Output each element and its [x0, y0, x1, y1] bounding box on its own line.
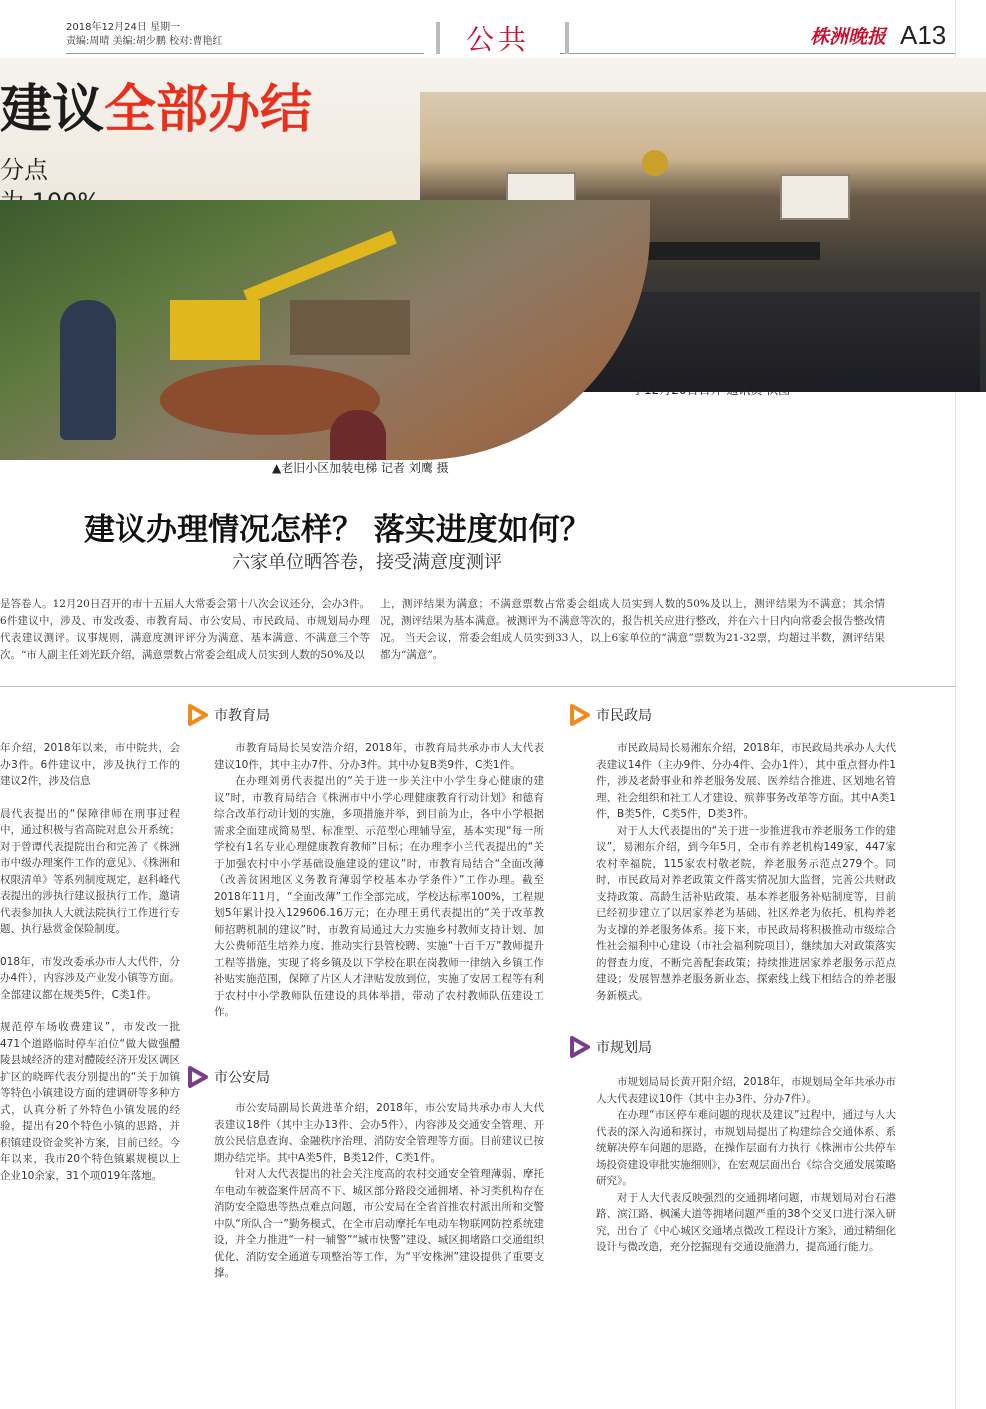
section-label-public-security: 市公安局	[214, 1070, 270, 1086]
masthead-rule-left	[66, 53, 424, 54]
article-title: 建议办理情况怎样？ 落实进度如何？	[84, 512, 591, 548]
headline-black: 建议	[0, 79, 105, 140]
construction-photo	[0, 200, 650, 460]
play-arrow-icon	[568, 704, 590, 726]
headline-red: 全部办结	[104, 79, 313, 140]
section-label-civil-affairs: 市民政局	[596, 708, 652, 724]
headline	[0, 80, 312, 140]
paper-logo: 株洲晚报	[810, 26, 887, 48]
meeting-caption	[632, 366, 821, 398]
lead-left: 是答卷人。12月20日召开的市十五届人大常委会第十八次会议还分，会办3件。6件建议中，涉及、市发改委、市教育局、市公安局、市民政局、市规划局办理代表建议测评。议事规则，满意度测评评分为满意、基本满意、不满意三个等次。“市人副主任刘光跃介绍，满意票数占常委会组成人员实到人数的50%及以	[0, 598, 370, 661]
public-security-body	[214, 1100, 544, 1310]
play-arrow-icon	[186, 704, 208, 726]
worker-right	[330, 410, 386, 460]
play-arrow-icon	[186, 1066, 208, 1088]
article-subtitle: 六家单位晒答卷，接受满意度测评	[232, 552, 502, 573]
civil-affairs-body	[596, 740, 896, 1022]
headline-sub-1: 分点	[0, 156, 48, 184]
section-head-planning	[568, 1036, 652, 1058]
masthead-date: 2018年12月24日 星期一	[66, 22, 181, 33]
public-security-para-2: 针对人大代表提出的社会关注度高的农村交通安全管理薄弱、摩托车电动车被盗案件居高不下、城区部分路段交通拥堵、补习类机构存在消防安全隐患等热点难点问题，市公安局在全省首推农村派出所和交警中队“所队合一”勤务模式，在全市启动摩托车电动车物联网防控系统建设，并全力推进“一村一辅警”“城市快警”建设、城区拥堵路口交通组织优化、消防安全通道专项整治等工作，为“平安株洲”建设提供了重要支撑。	[214, 1168, 544, 1279]
planning-body	[596, 1074, 896, 1264]
public-security-para-1: 市公安局副局长黄进革介绍，2018年，市公安局共承办市人大代表建议18件（其中主办13件、会办5件），内容涉及交通安全管理、开放公民信息查询、金融秩序治理、消防安全管理等方面。目前建议已按期办结完毕。其中A类5件，B类12件，C类1件。	[214, 1102, 544, 1164]
play-arrow-icon	[568, 1036, 590, 1058]
section-name: 公共	[466, 23, 531, 56]
page-number: A13	[900, 20, 947, 50]
digger-body	[170, 300, 260, 360]
education-para-2: 在办理刘勇代表提出的“关于进一步关注中小学生身心健康的建议”时，市教育局结合《株洲市中小学心理健康教育行动计划》和德育综合改革行动计划的实施，多项措施并举，到目前为止，各中小学根据需求全面建成简易型、标准型、示范型心理辅导室，基本实现“每一所学校有1名专业心理健康教育教师”目标；在办理李小兰代表提出的“关于加强农村中小学基础设施建设的建议”时，市教育局结合“全面改薄（改善贫困地区义务教育薄弱学校基本办学条件）”工作办理。截至2018年11月，“全面改薄”工作全部完成，学校达标率100%，工程规划5年累计投入129606.16万元；在办理王勇代表提出的“关于改革教师招聘机制的建议”时，市教育局通过大力实施乡村教师支持计划、加大公费师范生培养力度、推动实行县管校聘、实施“十百千万”教师提升工程等措施，实现了将乡镇及以下学校在职在岗教师一律纳入乡镇工作补贴实施范围，保障了片区人才津贴发放到位，实施了安居工程等有利于农村中小学教师队伍建设的具体举措，带动了农村教师队伍建设工作。	[214, 775, 544, 1018]
section-head-education	[186, 704, 270, 726]
left-col-para-4: 规范停车场收费建议”，市发改一批471个道路临时停车泊位“做大做强醴陵县域经济的建对醴陵经济开发区调区扩区的晓晖代表分别提出的“关于加镇等特色小镇建设方面的建调研等多种方式，认真分析了外特色小镇发展的经验，提出有20个特色小镇的思路，并积镇建设资金奖补方案，目前已经。今年以来，我市20个特色镇累规模以上企业10余家，31个项019年落地。	[0, 1021, 180, 1182]
planning-para-1: 市规划局局长黄开阳介绍，2018年，市规划局全年共承办市人大代表建议10件（其中主办3件、分办7件）。	[596, 1076, 896, 1105]
civil-affairs-para-1: 市民政局局长易湘东介绍，2018年，市民政局共承办人大代表建议14件（主办9件、分办4件、会办1件），其中重点督办件1件，涉及老龄事业和养老服务发展、医养结合推进、区划地名管理、社会组织和社工人才建设、殡葬事务改革等方面。其中A类1件，B类5件，C类5件，D类3件。	[596, 742, 896, 820]
article-divider	[0, 686, 955, 687]
left-column	[0, 740, 180, 1300]
section-head-civil-affairs	[568, 704, 652, 726]
planning-para-2: 在办理“市区停车难问题的现状及建议”过程中，通过与人大代表的深入沟通和探讨，市规划局提出了构建综合交通体系、系统解决停车问题的思路，在操作层面有力执行《株洲市公共停车场投资建设审批实施细则》，在宏观层面出台《综合交通发展策略研究》。	[596, 1109, 896, 1187]
meeting-caption-line1: ▲市十五届人大常委会第十八次会议	[632, 367, 822, 381]
meeting-screen-right	[780, 174, 850, 220]
masthead-divider-left	[436, 22, 440, 54]
planning-para-3: 对于人大代表反映强烈的交通拥堵问题，市规划局对台石港路、滨江路、枫溪大道等拥堵问题严重的38个交叉口进行深入研究，出台了《中心城区交通堵点微改工程设计方案》，通过精细化设计与微改造，充分挖掘现有交通设施潜力，提高通行能力。	[596, 1191, 896, 1253]
masthead-rule-right	[560, 53, 955, 54]
meeting-caption-line2: 于12月20日召开 通讯员 供图	[632, 383, 791, 397]
education-body	[214, 740, 544, 1055]
worker-left	[60, 300, 116, 440]
truck	[290, 300, 410, 355]
section-label-planning: 市规划局	[596, 1040, 652, 1056]
left-col-para-3: 018年，市发改委承办市人大代件，分办4件），内容涉及产业发小镇等方面。全部建议都在规类5件，C类1件。	[0, 955, 180, 1001]
education-para-1: 市教育局局长吴安浩介绍，2018年，市教育局共承办市人大代表建议10件，其中主办7件、分办3件。其中办复B类9件，C类1件。	[214, 742, 544, 771]
construction-caption: ▲老旧小区加装电梯 记者 刘鹰 摄	[272, 461, 449, 475]
section-label-education: 市教育局	[214, 708, 270, 724]
section-head-public-security	[186, 1066, 270, 1088]
meeting-emblem	[642, 150, 668, 176]
digger-arm	[243, 231, 397, 304]
left-col-para-1: 年介绍，2018年以来，市中院共，会办3件。6件建议中，涉及执行工作的建议2件，涉及信息	[0, 742, 180, 787]
left-col-para-2: 晨代表提出的“保障律师在刑事过程中，通过积极与省高院对息公开系统；对于曾谭代表提院出台和完善了《株洲市中级办理案件工作的意见》、《株洲和权限清单》等系列制度规定，赵科峰代表提出的涉执行建议报执行工作，邀请代表参加执人大就法院执行工作进行专题、执行悬赏金保险制度。	[0, 807, 180, 935]
lead-right: 上，测评结果为满意；不满意票数占常委会组成人员实到人数的50%及以上，测评结果为不满意；其余情况，测评结果为基本满意。被测评为不满意等次的，报告机关应进行整改，并在六十日内向常委会报告整改情况。 当天会议，常委会组成人员实到33人，以上6家单位的“满意”票数为21-32票，均超过半数，测评结果都为“满意”。	[380, 598, 885, 661]
masthead-divider-right	[565, 22, 569, 54]
masthead-staff: 责编:周晴 美编:胡少鹏 校对:曹艳红	[66, 36, 223, 47]
civil-affairs-para-2: 对于人大代表提出的“关于进一步推进我市养老服务工作的建议”，易湘东介绍，到今年5月，全市有养老机构149家，447家农村幸福院，115家农村敬老院，养老服务示范点279个。同时，市民政局对养老政策文件落实情况加大监督，完善公共财政支持政策、高龄生活补贴政策、基本养老服务补贴制度等，目前已经初步建立了以居家养老为基础、社区养老为依托、机构养老为支撑的养老服务体系。接下来，市民政局将积极推动市级综合性社会福利中心建设（市社会福利院项目），继续加大对政策落实的督查力度，不断完善配套政策；持续推进居家养老服务示范点建设；发展智慧养老服务新业态，探索线上线下相结合的养老服务新模式。	[596, 824, 896, 1002]
